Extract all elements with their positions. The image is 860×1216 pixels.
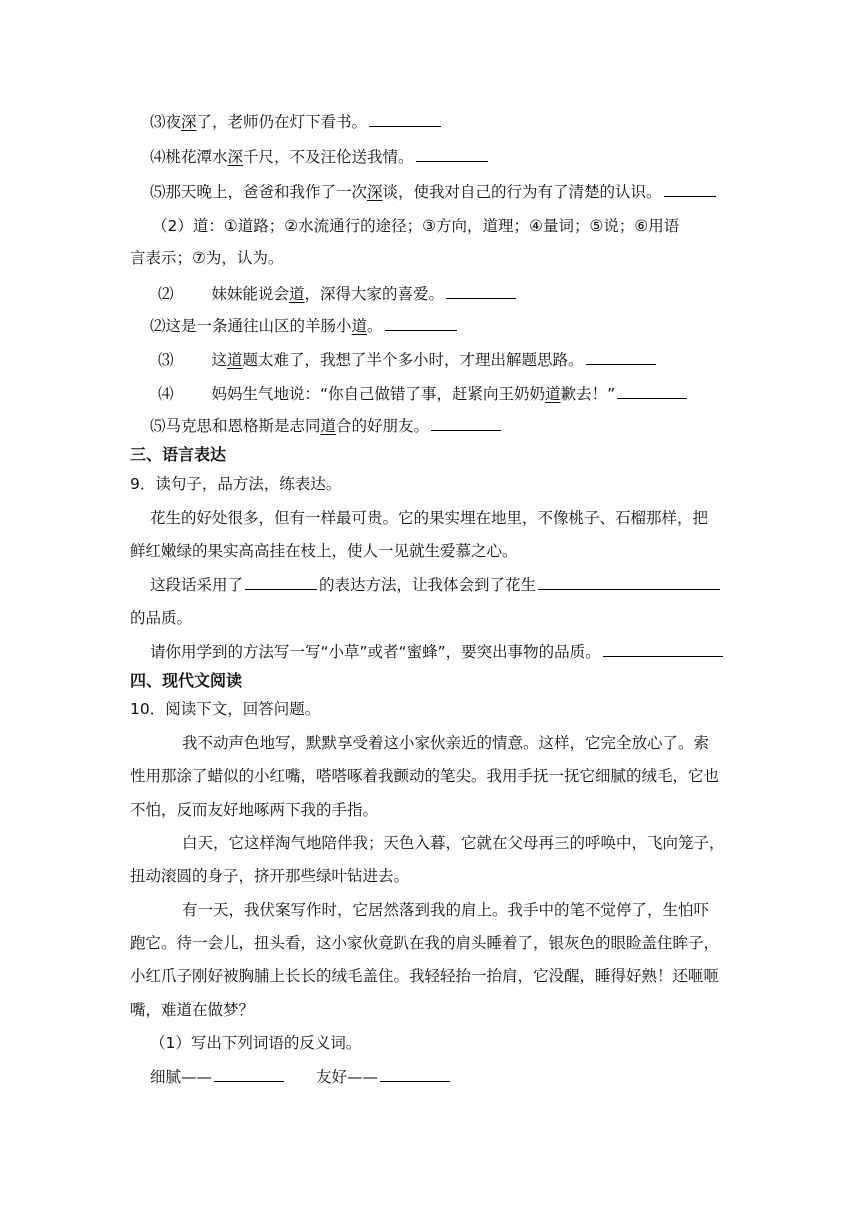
sentence-text: 歉去！” — [560, 385, 616, 403]
sentence-dao-4 — [158, 384, 687, 404]
reading-passage-line: 扭动滚圆的身子，挤开那些绿叶钻进去。 — [130, 867, 410, 885]
question-prompt: 10．阅读下文，回答问题。 — [130, 700, 321, 718]
sentence-text: ⑷桃花潭水 — [150, 148, 228, 166]
sentence-text: 千尺，不及汪伦送我情。 — [243, 148, 414, 166]
sentence-text: 的表达方法，让我体会到了花生 — [319, 576, 537, 594]
sentence-text: ⑵这是一条通往山区的羊肠小 — [150, 317, 352, 335]
word-prompt: 友好—— — [316, 1068, 379, 1086]
sentence-text: ⑸那天晚上，爸爸和我作了一次 — [150, 183, 368, 201]
target-char: 深 — [227, 148, 244, 166]
target-char: 道 — [289, 285, 305, 303]
target-char: 道 — [545, 385, 561, 403]
answer-blank[interactable] — [617, 384, 687, 399]
sentence-deep-5 — [150, 182, 716, 202]
reading-passage-line: 不怕，反而友好地啄两下我的手指。 — [130, 801, 379, 819]
antonym-row — [150, 1067, 450, 1087]
sentence-text: 妈妈生气地说：“你自己做错了事，赶紧向王奶奶 — [211, 385, 546, 403]
reading-passage-line: 小红爪子刚好被胸脯上长长的绒毛盖住。我轻轻抬一抬肩，它没醒，睡得好熟！还咂咂 — [130, 967, 720, 985]
sentence-text: 谈，使我对自己的行为有了清楚的认识。 — [382, 183, 662, 201]
sentence-text: 这 — [211, 351, 228, 369]
passage-line: 鲜红嫩绿的果实高高挂在枝上，使人一见就生爱慕之心。 — [130, 542, 518, 560]
sentence-text: ⑸马克思和恩格斯是志同 — [150, 417, 321, 435]
target-char: 道 — [320, 417, 337, 435]
target-char: 道 — [227, 351, 243, 369]
section-heading: 三、语言表达 — [130, 445, 227, 464]
answer-blank[interactable] — [369, 112, 441, 127]
answer-blank[interactable] — [416, 147, 488, 162]
reading-passage-line: 跑它。待一会儿，扭头看，这小家伙竟趴在我的肩头睡着了，银灰色的眼睑盖住眸子， — [130, 934, 720, 952]
sentence-text: 题太难了，我想了半个多小时，才理出解题思路。 — [242, 351, 584, 369]
word-prompt: 细腻—— — [150, 1068, 213, 1086]
sentence-dao-5 — [150, 416, 501, 436]
target-char: 深 — [367, 183, 383, 201]
sentence-text: 。 — [367, 317, 383, 335]
reading-passage-line: 嘴，难道在做梦？ — [130, 1001, 255, 1019]
answer-blank[interactable] — [664, 182, 716, 197]
sentence-text: 合的好朋友。 — [336, 417, 430, 435]
passage-line: 花生的好处很多，但有一样最可贵。它的果实埋在地里，不像桃子、石榴那样，把 — [150, 509, 709, 527]
writing-task — [150, 642, 723, 662]
answer-blank[interactable] — [538, 575, 720, 590]
fill-in-sentence-end: 的品质。 — [130, 609, 193, 627]
answer-blank[interactable] — [380, 1067, 450, 1082]
sentence-dao-1 — [158, 284, 516, 304]
sentence-text: 妹妹能说会 — [211, 285, 290, 303]
dao-definitions-line2: 言表示；⑦为，认为。 — [130, 249, 284, 267]
sentence-text: ⑶夜 — [150, 113, 182, 131]
answer-blank[interactable] — [603, 642, 723, 657]
sentence-text: 请你用学到的方法写一写“小草”或者“蜜蜂”，要突出事物的品质。 — [150, 643, 601, 661]
sentence-deep-3 — [150, 112, 441, 132]
reading-passage-line: 有一天，我伏案写作时，它居然落到我的肩上。我手中的笔不觉停了，生怕吓 — [182, 901, 710, 919]
reading-passage-line: 白天，它这样淘气地陪伴我；天色入暮，它就在父母再三的呼唤中，飞向笼子， — [182, 834, 725, 852]
reading-passage-line: 我不动声色地写，默默享受着这小家伙亲近的情意。这样，它完全放心了。索 — [182, 734, 710, 752]
answer-blank[interactable] — [586, 350, 656, 365]
section-heading: 四、现代文阅读 — [130, 671, 243, 690]
sentence-dao-3 — [158, 350, 656, 370]
target-char: 道 — [351, 317, 368, 335]
answer-blank[interactable] — [446, 284, 516, 299]
answer-blank[interactable] — [245, 575, 317, 590]
fill-in-sentence — [150, 575, 720, 595]
sentence-text: 这段话采用了 — [150, 576, 244, 594]
answer-blank[interactable] — [214, 1067, 284, 1082]
sentence-number: ⑷ — [158, 385, 174, 403]
target-char: 深 — [181, 113, 197, 131]
sentence-text: 了，老师仍在灯下看书。 — [196, 113, 368, 131]
sentence-deep-4 — [150, 147, 488, 167]
sub-question: （1）写出下列词语的反义词。 — [150, 1034, 362, 1052]
sentence-dao-2 — [150, 316, 457, 336]
sentence-number: ⑵ — [158, 285, 174, 303]
question-prompt: 9．读句子，品方法，练表达。 — [130, 475, 342, 493]
answer-blank[interactable] — [431, 416, 501, 431]
reading-passage-line: 性用那涂了蜡似的小红嘴，嗒嗒啄着我颤动的笔尖。我用手抚一抚它细腻的绒毛，它也 — [130, 767, 720, 785]
answer-blank[interactable] — [385, 316, 457, 331]
sentence-text: ，深得大家的喜爱。 — [304, 285, 445, 303]
dao-definitions-line1: （2）道：①道路；②水流通行的途径；③方向，道理；④量词；⑤说；⑥用语 — [152, 217, 680, 235]
sentence-number: ⑶ — [158, 351, 174, 369]
